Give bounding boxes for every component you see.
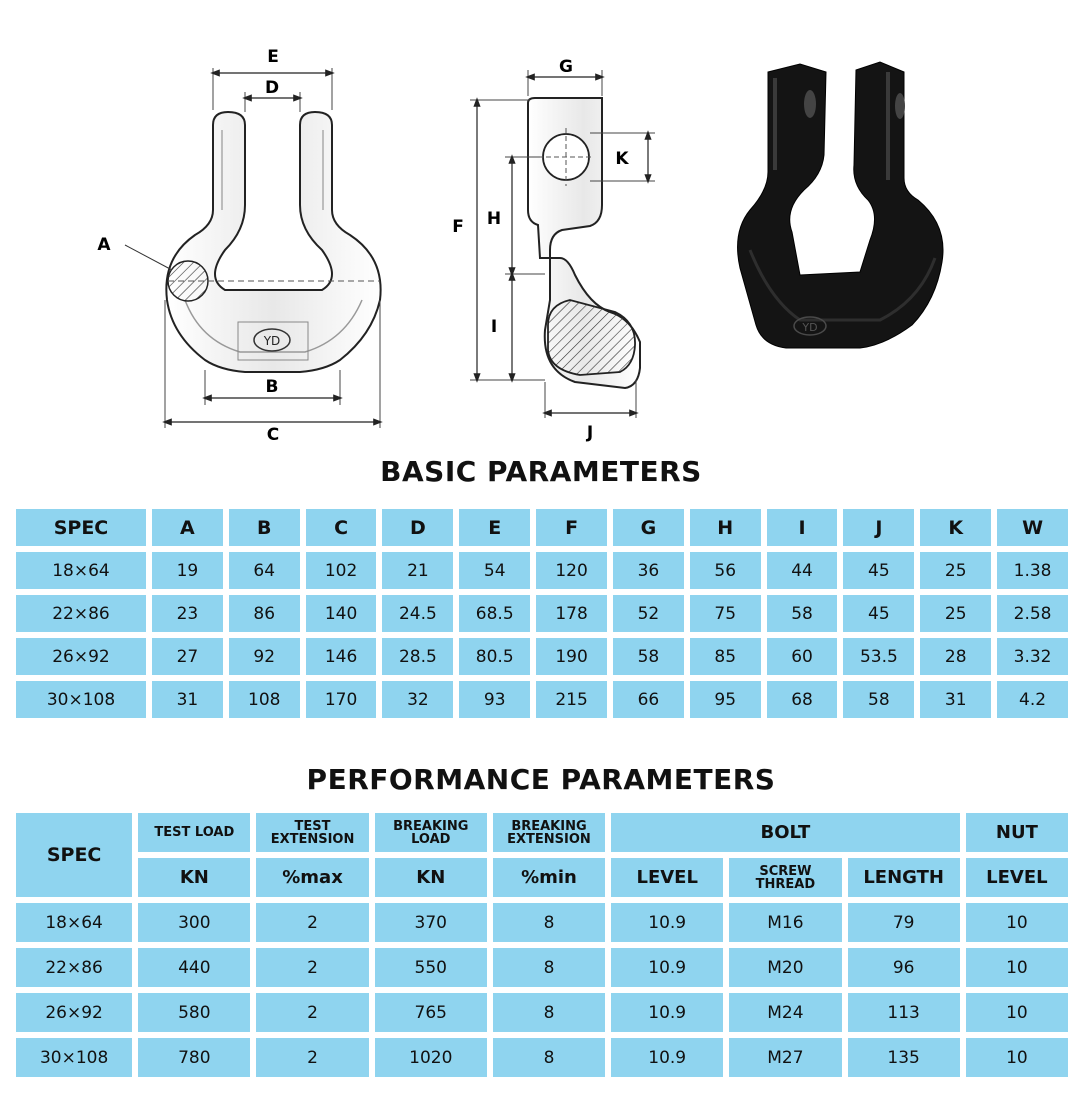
- label-C: C: [266, 425, 280, 445]
- value-cell: 2: [256, 1038, 368, 1077]
- performance-spec-header: SPEC: [16, 813, 132, 897]
- value-cell: 58: [767, 595, 838, 632]
- value-cell: 58: [843, 681, 914, 718]
- value-cell: 8: [493, 903, 605, 942]
- breaking-extension-unit: %min: [493, 858, 605, 897]
- spec-cell: 22×86: [16, 595, 146, 632]
- value-cell: 79: [848, 903, 960, 942]
- value-cell: 765: [375, 993, 487, 1032]
- value-cell: 1020: [375, 1038, 487, 1077]
- value-cell: 31: [920, 681, 991, 718]
- value-cell: 80.5: [459, 638, 530, 675]
- bolt-length-header: LENGTH: [848, 858, 960, 897]
- basic-parameters-title: BASIC PARAMETERS: [380, 455, 702, 488]
- product-diagrams: [0, 0, 1082, 455]
- value-cell: 108: [229, 681, 300, 718]
- value-cell: 1.38: [997, 552, 1068, 589]
- label-A: A: [97, 235, 111, 255]
- basic-header-cell: A: [152, 509, 223, 546]
- basic-header-row: [16, 509, 1068, 546]
- performance-parameters-table: [10, 807, 1074, 1083]
- value-cell: 68: [767, 681, 838, 718]
- value-cell: 190: [536, 638, 607, 675]
- label-H: H: [486, 209, 502, 229]
- spec-cell: 18×64: [16, 552, 146, 589]
- value-cell: 102: [306, 552, 377, 589]
- bolt-screw-thread-header: SCREW THREAD: [729, 858, 841, 897]
- value-cell: 10.9: [611, 1038, 723, 1077]
- value-cell: 10: [966, 948, 1068, 987]
- spec-cell: 30×108: [16, 1038, 132, 1077]
- value-cell: M20: [729, 948, 841, 987]
- side-view-diagram: [452, 57, 655, 443]
- label-D: D: [264, 78, 280, 98]
- value-cell: 52: [613, 595, 684, 632]
- value-cell: 24.5: [382, 595, 453, 632]
- value-cell: 135: [848, 1038, 960, 1077]
- value-cell: 10: [966, 1038, 1068, 1077]
- table-row: [16, 638, 1068, 675]
- value-cell: 21: [382, 552, 453, 589]
- value-cell: 8: [493, 1038, 605, 1077]
- table-row: [16, 903, 1068, 942]
- breaking-load-unit: KN: [375, 858, 487, 897]
- value-cell: 113: [848, 993, 960, 1032]
- value-cell: 370: [375, 903, 487, 942]
- value-cell: 2.58: [997, 595, 1068, 632]
- value-cell: 550: [375, 948, 487, 987]
- value-cell: 25: [920, 552, 991, 589]
- basic-header-cell: J: [843, 509, 914, 546]
- table-row: [16, 552, 1068, 589]
- value-cell: M27: [729, 1038, 841, 1077]
- value-cell: 23: [152, 595, 223, 632]
- label-J: J: [586, 423, 594, 443]
- value-cell: 300: [138, 903, 250, 942]
- value-cell: 53.5: [843, 638, 914, 675]
- value-cell: 44: [767, 552, 838, 589]
- performance-parameters-title: PERFORMANCE PARAMETERS: [306, 763, 776, 796]
- value-cell: 8: [493, 993, 605, 1032]
- value-cell: 56: [690, 552, 761, 589]
- table-row: [16, 993, 1068, 1032]
- value-cell: M24: [729, 993, 841, 1032]
- value-cell: 10: [966, 993, 1068, 1032]
- basic-header-cell: G: [613, 509, 684, 546]
- value-cell: 45: [843, 552, 914, 589]
- label-E: E: [267, 47, 279, 67]
- breaking-extension-header: BREAKING EXTENSION: [493, 813, 605, 852]
- value-cell: 2: [256, 993, 368, 1032]
- label-I: I: [490, 317, 498, 337]
- value-cell: 25: [920, 595, 991, 632]
- value-cell: 28: [920, 638, 991, 675]
- value-cell: 58: [613, 638, 684, 675]
- basic-header-cell: D: [382, 509, 453, 546]
- value-cell: 19: [152, 552, 223, 589]
- spec-cell: 30×108: [16, 681, 146, 718]
- basic-header-cell: F: [536, 509, 607, 546]
- value-cell: 86: [229, 595, 300, 632]
- value-cell: 580: [138, 993, 250, 1032]
- table-row: [16, 948, 1068, 987]
- value-cell: 60: [767, 638, 838, 675]
- spec-cell: 18×64: [16, 903, 132, 942]
- test-extension-header: TEST EXTENSION: [256, 813, 368, 852]
- basic-header-cell: SPEC: [16, 509, 146, 546]
- test-load-header: TEST LOAD: [138, 813, 250, 852]
- value-cell: 178: [536, 595, 607, 632]
- table-row: [16, 681, 1068, 718]
- value-cell: 45: [843, 595, 914, 632]
- basic-header-cell: K: [920, 509, 991, 546]
- product-logo-text: YD: [802, 321, 818, 334]
- table-row: [16, 595, 1068, 632]
- front-view-diagram: [97, 47, 380, 445]
- value-cell: 10.9: [611, 903, 723, 942]
- spec-cell: 26×92: [16, 993, 132, 1032]
- value-cell: M16: [729, 903, 841, 942]
- value-cell: 36: [613, 552, 684, 589]
- basic-header-cell: I: [767, 509, 838, 546]
- value-cell: 85: [690, 638, 761, 675]
- basic-header-cell: H: [690, 509, 761, 546]
- value-cell: 170: [306, 681, 377, 718]
- test-extension-unit: %max: [256, 858, 368, 897]
- spec-cell: 22×86: [16, 948, 132, 987]
- performance-group-header-row: [16, 813, 1068, 852]
- value-cell: 10.9: [611, 948, 723, 987]
- basic-header-cell: W: [997, 509, 1068, 546]
- value-cell: 31: [152, 681, 223, 718]
- value-cell: 780: [138, 1038, 250, 1077]
- performance-table-body: [16, 903, 1068, 1077]
- performance-unit-header-row: [16, 858, 1068, 897]
- value-cell: 2: [256, 903, 368, 942]
- basic-header-cell: B: [229, 509, 300, 546]
- value-cell: 140: [306, 595, 377, 632]
- basic-header-cell: E: [459, 509, 530, 546]
- value-cell: 95: [690, 681, 761, 718]
- diagram-logo-text: YD: [263, 334, 281, 348]
- basic-header-cell: C: [306, 509, 377, 546]
- value-cell: 27: [152, 638, 223, 675]
- value-cell: 32: [382, 681, 453, 718]
- breaking-load-header: BREAKING LOAD: [375, 813, 487, 852]
- label-F: F: [452, 217, 464, 237]
- product-render: [738, 62, 943, 348]
- value-cell: 28.5: [382, 638, 453, 675]
- bolt-header: BOLT: [611, 813, 960, 852]
- nut-header: NUT: [966, 813, 1068, 852]
- value-cell: 96: [848, 948, 960, 987]
- value-cell: 146: [306, 638, 377, 675]
- test-load-unit: KN: [138, 858, 250, 897]
- value-cell: 92: [229, 638, 300, 675]
- label-G: G: [559, 57, 573, 77]
- value-cell: 440: [138, 948, 250, 987]
- bolt-level-header: LEVEL: [611, 858, 723, 897]
- nut-level-header: LEVEL: [966, 858, 1068, 897]
- value-cell: 64: [229, 552, 300, 589]
- basic-table-body: [16, 552, 1068, 718]
- table-row: [16, 1038, 1068, 1077]
- label-B: B: [265, 377, 279, 397]
- value-cell: 54: [459, 552, 530, 589]
- label-K: K: [615, 149, 629, 169]
- value-cell: 10.9: [611, 993, 723, 1032]
- value-cell: 68.5: [459, 595, 530, 632]
- value-cell: 2: [256, 948, 368, 987]
- value-cell: 120: [536, 552, 607, 589]
- spec-cell: 26×92: [16, 638, 146, 675]
- basic-parameters-table: [10, 503, 1074, 724]
- value-cell: 75: [690, 595, 761, 632]
- value-cell: 8: [493, 948, 605, 987]
- value-cell: 93: [459, 681, 530, 718]
- value-cell: 4.2: [997, 681, 1068, 718]
- value-cell: 10: [966, 903, 1068, 942]
- value-cell: 66: [613, 681, 684, 718]
- value-cell: 215: [536, 681, 607, 718]
- value-cell: 3.32: [997, 638, 1068, 675]
